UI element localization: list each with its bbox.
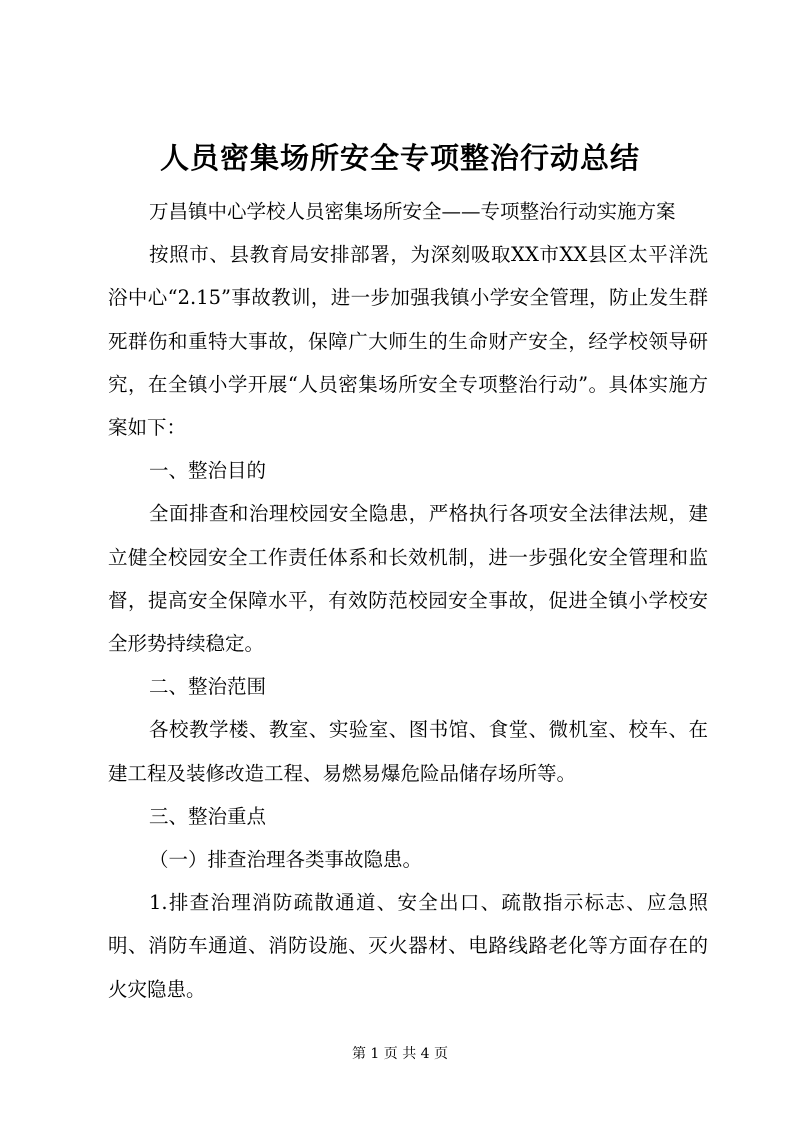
document-title: 人员密集场所安全专项整治行动总结 — [159, 141, 640, 175]
scope-paragraph: 各校教学楼、教室、实验室、图书馆、食堂、微机室、校车、在建工程及装修改造工程、易燃易爆危险品储存场所等。 — [108, 718, 708, 785]
page-number-footer: 第 1 页 共 4 页 — [351, 1046, 449, 1062]
document-body — [108, 190, 708, 1011]
subtitle-paragraph: 万昌镇中心学校人员密集场所安全——专项整治行动实施方案 — [149, 200, 676, 223]
section-heading-focus: 三、整治重点 — [149, 804, 267, 828]
fire-hazard-item: 1.排查治理消防疏散通道、安全出口、疏散指示标志、应急照明、消防车通道、消防设施、灭火器材、电路线路老化等方面存在的火灾隐患。 — [108, 891, 708, 1001]
section-heading-scope: 二、整治范围 — [149, 675, 267, 699]
section-heading-purpose: 一、整治目的 — [149, 459, 267, 483]
subsection-heading-hazards: （一）排查治理各类事故隐患。 — [149, 848, 423, 872]
purpose-paragraph: 全面排查和治理校园安全隐患，严格执行各项安全法律法规，建立健全校园安全工作责任体系和长效机制，进一步强化安全管理和监督，提高安全保障水平，有效防范校园安全事故，促进全镇小学校安全形势持续稳定。 — [108, 502, 708, 656]
intro-paragraph: 按照市、县教育局安排部署，为深刻吸取XX市XX县区太平洋洗浴中心“2.15”事故教训，进一步加强我镇小学安全管理，防止发生群死群伤和重特大事故，保障广大师生的生命财产安全，经学校领导研究，在全镇小学开展“人员密集场所安全专项整治行动”。具体实施方案如下： — [108, 243, 708, 440]
